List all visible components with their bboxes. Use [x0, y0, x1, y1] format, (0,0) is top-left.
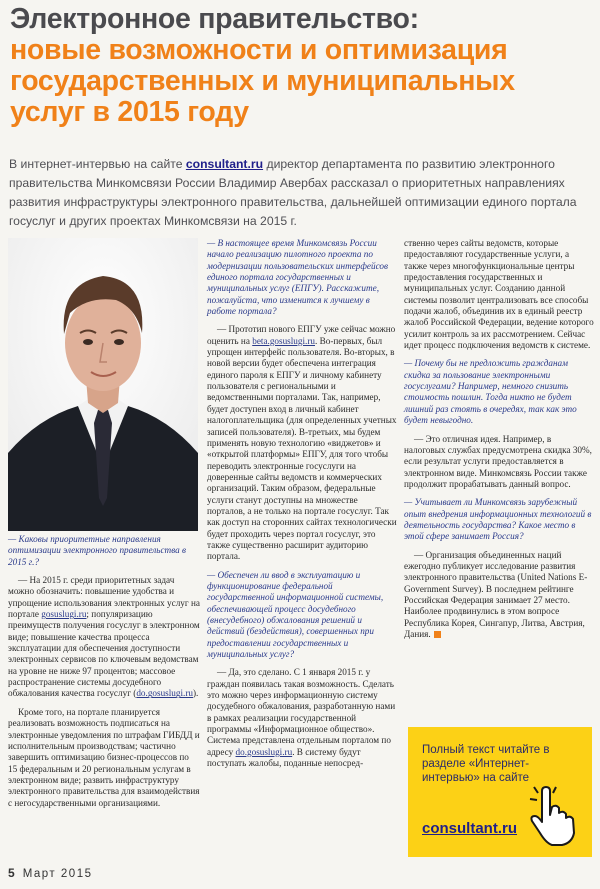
answer-1-continued: Кроме того, на портале планируется реализовать возможность подписаться на электронные уведомления по штрафам ГИБДД и исполнительным производствам; частично завершить оптимизацию бизнес-процессов по 15 федеральным и 20 региональным услугам в электронном виде; развить инфраструктуру электронного правительства для взаимодействия с негосударственными организациями. [8, 706, 200, 808]
answer-2-text-b: . Во-первых, был упрощен интерфейс пользователя. Во-вторых, в новой версии будет обеспечена интеграция единого пароля к ЕПГУ и личному кабинету пользователя с региональными и ведомственными порталами. Так, например, будет доступен вход в личный кабинет налогоплательщика (для определенных учетных записей пользователя). В-третьих, мы будем применять новую технологию «виджетов» и «открытой платформы» ЕПГУ, для того чтобы переводить электронные госуслуги на доверенные сайты ведомств и коммерческих организаций. Таким образом, федеральные услуги станут доступны на множестве порталов, а не только на портале госуслуг. Так как доступ на сторонних сайтах технологически будет проходить через портал госуслуг, это также существенно расширит аудиторию портала. [207, 335, 397, 562]
answer-3-text-b: . В систему будут поступать жалобы, поданные непосред- [207, 746, 364, 769]
answer-3-continued: ственно через сайты ведомств, которые предоставляют государственные услуги, а также через многофункциональные центры предоставления государственных и муниципальных услуг. Созданию данной системы позволит централизовать все способы подачи жалоб, объединив их в единый реестр жалоб Российской Федерации, ведение которого усилит контроль за их рассмотрением. Сейчас идет процесс подключения ведомств к системе. [404, 238, 594, 351]
answer-1-text-a: — На 2015 г. среди приоритетных задач можно обозначить: повышение удобства и упрощение использования электронных услуг на портале [8, 575, 200, 620]
gosuslugi-link[interactable]: gosuslugi.ru [41, 609, 87, 620]
column-3 [404, 238, 594, 647]
portrait-photo [8, 238, 198, 531]
title-line-2: новые возможности и оптимизация [10, 34, 508, 66]
do-gosuslugi-link-2[interactable]: do.gosuslugi.ru [235, 746, 293, 757]
lead-paragraph [9, 155, 594, 231]
answer-1-text-b: ; популяризацию преимуществ получения госуслуг в электронном виде; повышение качества процесса эксплуатации для обеспечения доступности электронных сервисов по ключевым ведомствам на уровне не ниже 97 процентов; массовое распространение системы досудебного обжалования качества госуслуг ( [8, 609, 200, 699]
answer-4: — Это отличная идея. Например, в налоговых службах предусмотрена скидка 30%, если результат услуги предоставляется в электронном виде. Минкомсвязь России также продолжит прорабатывать данный вопрос. [404, 433, 592, 489]
title-line-4: услуг в 2015 году [10, 96, 249, 128]
question-5: — Учитывает ли Минкомсвязь зарубежный опыт внедрения информационных технологий в деятельность государства? Какое место в этой сфере занимает Россия? [404, 497, 592, 542]
lead-text-1: В интернет-интервью на сайте [9, 157, 186, 171]
title-line-1: Электронное правительство: [10, 3, 419, 35]
question-3: — Обеспечен ли ввод в эксплуатацию и функционирование федеральной государственной информационной системы, обеспечивающей процесс досудебного (внесудебного) обжалования решений и действий (бездействия), совершенных при предоставлении государственных и муниципальных услуг? [207, 569, 384, 660]
lead-text-2: директор департамента по развитию электронного правительства Минкомсвязи России Владимир Авербах рассказал о приоритетных направлениях развития инфраструктуры электронного правительства, дальнейшей оптимизации единого портала госуслуг и других проектах Минкомсвязи на 2015 г. [9, 157, 577, 228]
question-2: — В настоящее время Минкомсвязь России начало реализацию пилотного проекта по модернизации пользовательских интерфейсов единого портала государственных и муниципальных услуг (ЕПГУ). Расскажите, пожалуйста, что изменится к лучшему в работе портала? [207, 238, 388, 317]
lead-site-link[interactable]: consultant.ru [185, 157, 264, 171]
answer-5 [404, 550, 594, 641]
do-gosuslugi-link[interactable]: do.gosuslugi.ru [136, 688, 193, 699]
portrait-illustration [8, 238, 198, 531]
promo-site-link[interactable]: consultant.ru [422, 820, 518, 837]
end-mark-icon [434, 631, 441, 638]
beta-gosuslugi-link[interactable]: beta.gosuslugi.ru [252, 335, 315, 346]
question-4: — Почему бы не предложить гражданам скидка за пользование электронными госуслугами? Например, немного снизить стоимость пошлин. Тогда никто не будет лишний раз стоять в очередях, так как это будет невыгодно. [404, 358, 577, 426]
answer-3-text-a: — Да, это сделано. С 1 января 2015 г. у граждан появилась такая возможность. Сделать это можно через информационную систему досудебного обжалования, разработанную нами в рамках реализации государственной программы «Информационное общество». Система представлена отдельным порталом по адресу [207, 667, 396, 757]
promo-box[interactable] [408, 727, 592, 857]
answer-5-text: — Организация объединенных наций ежегодно публикует исследование развития электронного правительства (United Nations E-Government Survey). В последнем рейтинге Российская Федерация занимает 27 место. Наиболее продвинулись в этом вопросе Республика Корея, Сингапур, Литва, Австрия, Дания. [404, 549, 588, 639]
answer-2-text-a: — Прототип нового ЕПГУ уже сейчас можно оценить на [207, 324, 396, 346]
pointing-hand-icon [528, 785, 586, 847]
issue-month: Март 2015 [22, 868, 93, 880]
title-line-3: государственных и муниципальных [10, 65, 515, 97]
page-number: 5 [8, 866, 15, 880]
page-footer [8, 866, 92, 880]
article-title [10, 4, 595, 128]
column-1 [8, 534, 200, 816]
answer-1 [8, 575, 200, 700]
promo-text: Полный текст читайте в разделе «Интернет-интервью» на сайте [422, 744, 550, 784]
column-2 [207, 238, 397, 776]
answer-2 [207, 324, 397, 562]
answer-3 [207, 667, 397, 769]
question-1: — Каковы приоритетные направления оптимизации электронного правительства в 2015 г.? [8, 534, 186, 567]
answer-1-text-c: ). [193, 688, 199, 699]
